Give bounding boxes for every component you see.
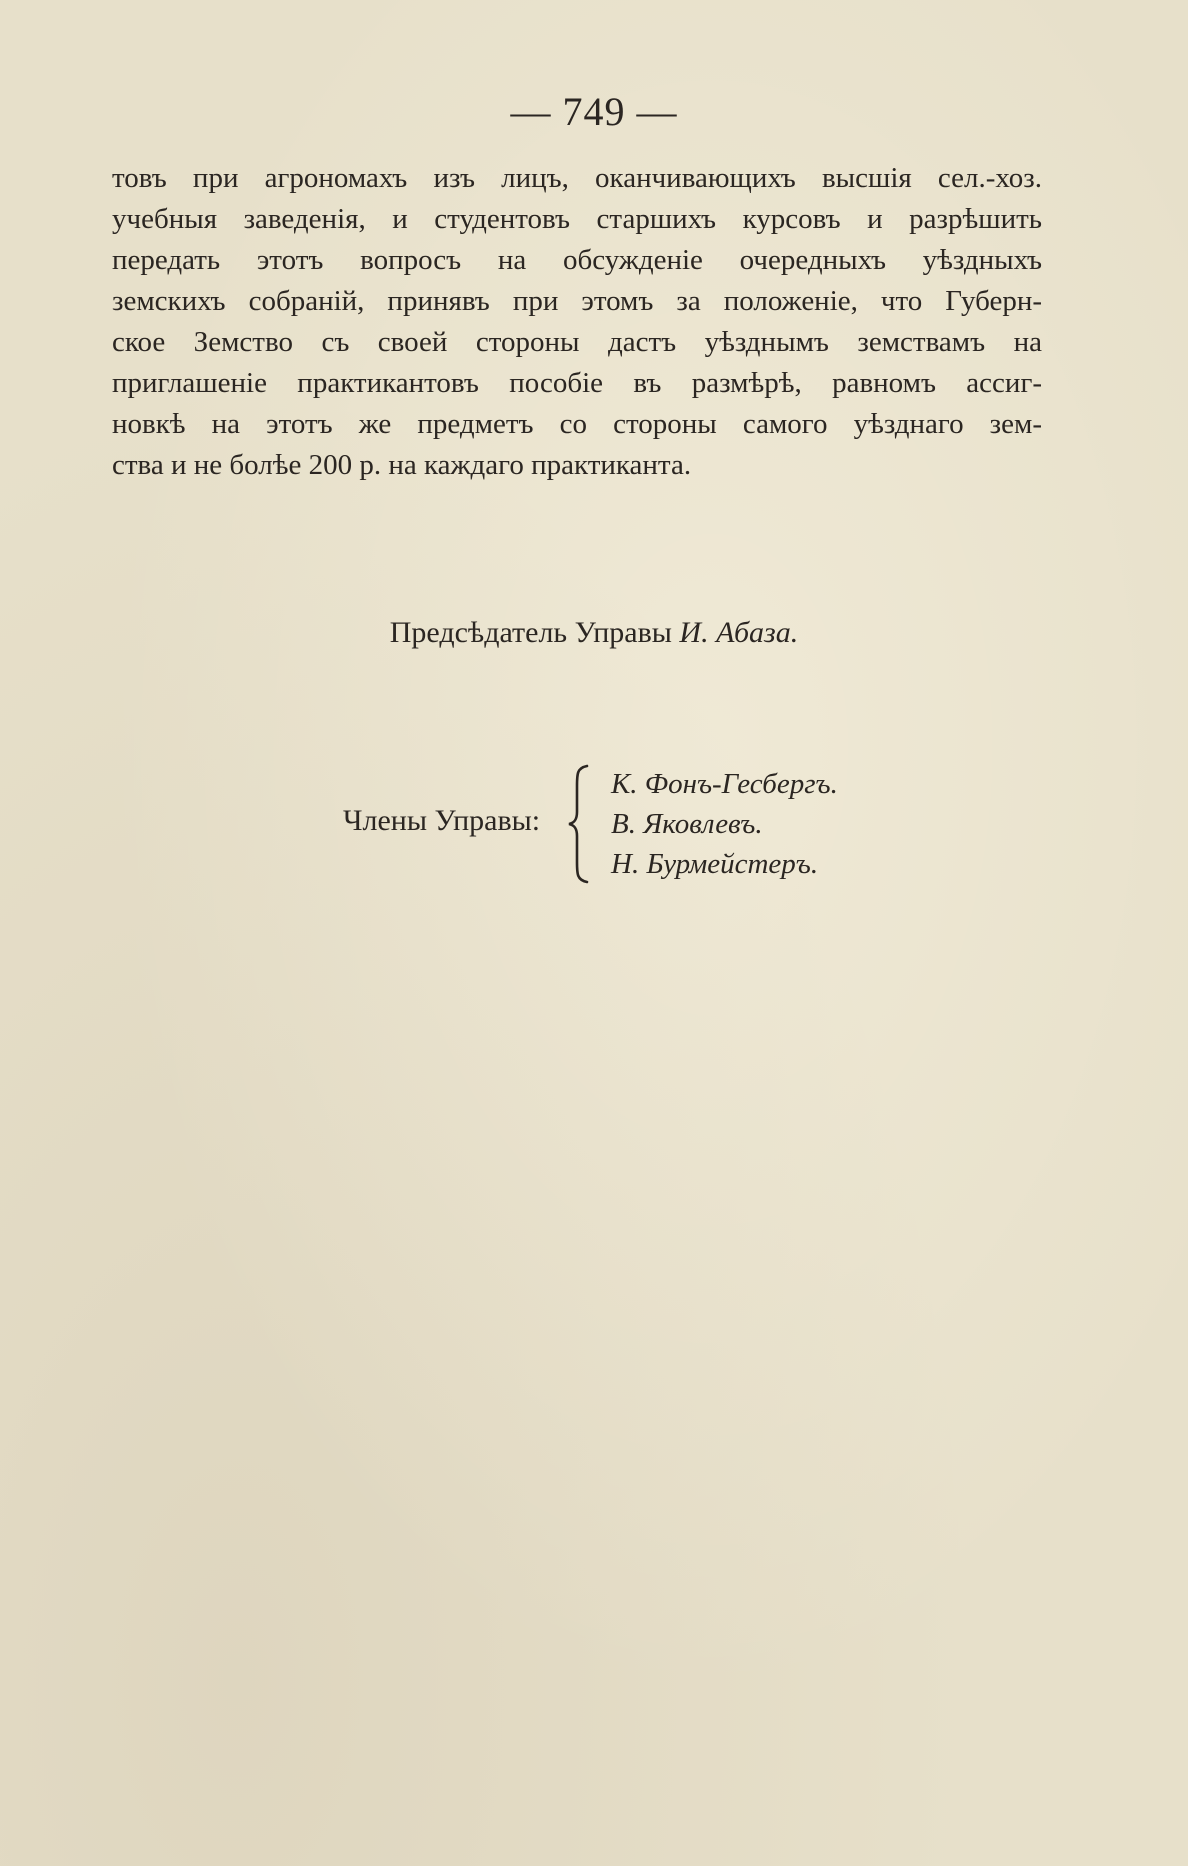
chairman-title: Предсѣдатель Управы bbox=[389, 616, 672, 649]
chairman-name: И. Абаза. bbox=[679, 616, 799, 649]
text-line: новкѣ на этотъ же предметъ со стороны самого уѣзднаго зем- bbox=[112, 408, 1042, 440]
member-name: К. Фонъ-Гесбергъ. bbox=[611, 768, 838, 800]
text-line: ское Земство съ своей стороны дастъ уѣзднымъ земствамъ на bbox=[112, 326, 1042, 358]
member-name: В. Яковлевъ. bbox=[611, 808, 763, 840]
text-line: передать этотъ вопросъ на обсужденіе очередныхъ уѣздныхъ bbox=[112, 244, 1042, 276]
text-line: учебныя заведенія, и студентовъ старшихъ курсовъ и разрѣшить bbox=[112, 203, 1042, 235]
members-signature-block bbox=[343, 764, 903, 884]
body-paragraph bbox=[112, 158, 1042, 486]
text-line: товъ при агрономахъ изъ лицъ, оканчивающихъ высшія сел.-хоз. bbox=[112, 162, 1042, 194]
text-line: ства и не болѣе 200 р. на каждаго практиканта. bbox=[112, 449, 692, 481]
page-number: — 749 — bbox=[510, 89, 678, 134]
text-line: приглашеніе практикантовъ пособіе въ размѣрѣ, равномъ ассиг- bbox=[112, 367, 1042, 399]
members-list bbox=[611, 764, 838, 884]
members-label: Члены Управы: bbox=[343, 804, 541, 837]
member-name: Н. Бурмейстеръ. bbox=[611, 848, 819, 880]
chairman-signature bbox=[0, 616, 1188, 650]
text-line: земскихъ собраній, принявъ при этомъ за положеніе, что Губерн- bbox=[112, 285, 1042, 317]
curly-brace-icon bbox=[565, 764, 595, 884]
